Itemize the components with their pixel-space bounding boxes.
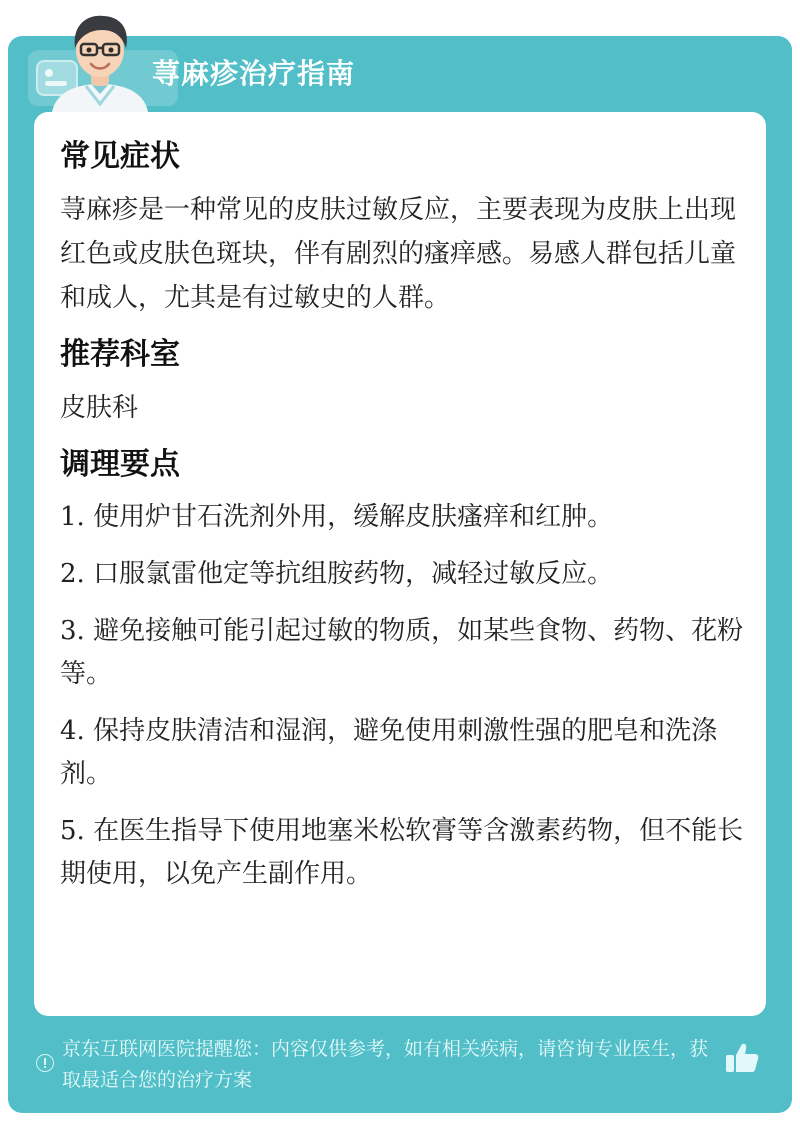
- symptoms-text: 荨麻疹是一种常见的皮肤过敏反应，主要表现为皮肤上出现红色或皮肤色斑块，伴有剧烈的瘙痒感。易感人群包括儿童和成人，尤其是有过敏史的人群。: [60, 195, 737, 313]
- info-icon: [36, 1054, 54, 1072]
- list-text: 避免接触可能引起过敏的物质，如某些食物、药物、花粉等。: [60, 616, 744, 689]
- disclaimer-text: 京东互联网医院提醒您：内容仅供参考，如有相关疾病，请咨询专业医生，获取最适合您的治疗方案: [62, 1038, 709, 1091]
- symptoms-heading: 常见症状: [60, 139, 180, 174]
- department-heading: 推荐科室: [60, 337, 180, 372]
- list-number: 4.: [60, 716, 85, 746]
- list-number: 5.: [60, 816, 85, 846]
- content-card: [34, 112, 766, 1016]
- list-item: [60, 610, 750, 696]
- list-item: [60, 710, 750, 796]
- care-heading: 调理要点: [60, 447, 180, 482]
- list-text: 使用炉甘石洗剂外用，缓解皮肤瘙痒和红肿。: [93, 502, 614, 532]
- list-number: 1.: [60, 502, 85, 532]
- list-item: [60, 496, 750, 539]
- list-number: 2.: [60, 559, 85, 589]
- list-number: 3.: [60, 616, 85, 646]
- list-text: 保持皮肤清洁和湿润，避免使用刺激性强的肥皂和洗涤剂。: [60, 716, 718, 789]
- list-item: [60, 553, 750, 596]
- department-text: 皮肤科: [60, 393, 139, 423]
- list-item: [60, 810, 750, 896]
- page-title: 荨麻疹治疗指南: [152, 57, 356, 90]
- doctor-avatar-icon: [46, 6, 154, 112]
- list-text: 在医生指导下使用地塞米松软膏等含激素药物，但不能长期使用，以免产生副作用。: [60, 816, 744, 889]
- thumbs-up-icon[interactable]: [724, 1040, 760, 1076]
- list-text: 口服氯雷他定等抗组胺药物，减轻过敏反应。: [93, 559, 614, 589]
